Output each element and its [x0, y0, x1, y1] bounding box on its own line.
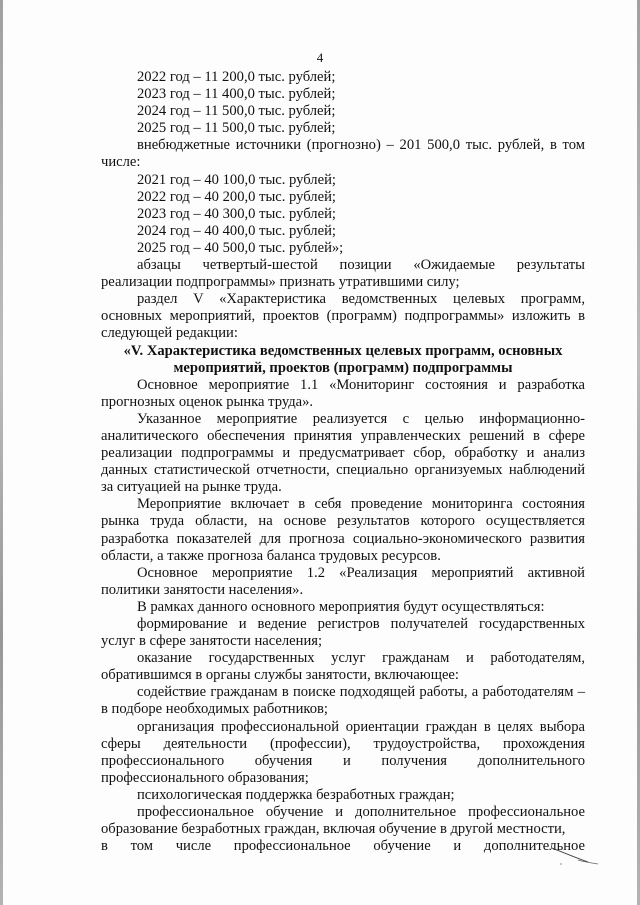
paragraph: оказание государственных услуг гражданам и работодателям, обратившимся в органы службы занятости, включающее:	[101, 650, 585, 684]
paragraph: 2022 год – 40 200,0 тыс. рублей;	[137, 188, 336, 205]
paragraph: абзацы четвертый-шестой позиции «Ожидаемые результаты реализации подпрограммы» признать утратившими силу;	[101, 257, 585, 291]
paragraph: 2024 год – 40 400,0 тыс. рублей;	[137, 222, 336, 239]
page-number: 4	[316, 50, 324, 65]
paragraph: в том числе профессиональное обучение и дополнительное	[101, 838, 585, 855]
document-body	[101, 69, 585, 855]
paragraph: 2025 год – 40 500,0 тыс. рублей»;	[137, 239, 344, 256]
paragraph: формирование и ведение регистров получателей государственных услуг в сфере занятости населения;	[101, 616, 585, 650]
paragraph: организация профессиональной ориентации граждан в целях выбора сферы деятельности (профессии), трудоустройства, прохождения профессионального обучения и получения дополнительного профессионального образования;	[101, 718, 585, 786]
paragraph: 2024 год – 11 500,0 тыс. рублей;	[137, 103, 336, 120]
paragraph: Основное мероприятие 1.2 «Реализация мероприятий активной политики занятости населения».	[101, 564, 585, 598]
paragraph: 2025 год – 11 500,0 тыс. рублей;	[137, 120, 336, 137]
paragraph: внебюджетные источники (прогнозно) – 201 500,0 тыс. рублей, в том числе:	[101, 137, 585, 171]
paragraph: 2021 год – 40 100,0 тыс. рублей;	[137, 171, 336, 188]
paragraph: 2023 год – 11 400,0 тыс. рублей;	[137, 86, 336, 103]
paragraph: В рамках данного основного мероприятия будут осуществляться:	[137, 598, 545, 615]
paragraph: раздел V «Характеристика ведомственных целевых программ, основных мероприятий, проектов (программ) подпрограммы» изложить в следующей редакции:	[101, 291, 585, 342]
section-heading: «V. Характеристика ведомственных целевых программ, основных мероприятий, проектов (программ) подпрограммы	[123, 342, 563, 376]
paragraph: 2023 год – 40 300,0 тыс. рублей;	[137, 205, 336, 222]
paragraph: содействие гражданам в поиске подходящей работы, а работодателям – в подборе необходимых работников;	[101, 684, 585, 718]
paragraph: профессиональное обучение и дополнительное профессиональное образование безработных граждан, включая обучение в другой местности,	[101, 804, 585, 838]
paragraph: психологическая поддержка безработных граждан;	[137, 786, 455, 803]
paragraph: Указанное мероприятие реализуется с целью информационно-аналитического обеспечения принятия управленческих решений в сфере реализации подпрограммы и предусматривает сбор, обработку и анализ данных статистической отчетности, специально организуемых наблюдений за ситуацией на рынке труда.	[101, 410, 585, 496]
scan-edge-left	[0, 0, 3, 905]
paragraph: Основное мероприятие 1.1 «Мониторинг состояния и разработка прогнозных оценок рынка труда».	[101, 376, 585, 410]
paragraph: Мероприятие включает в себя проведение мониторинга состояния рынка труда области, на основе результатов которого осуществляется разработка показателей для прогноза социально-экономического развития области, а также прогноза баланса трудовых ресурсов.	[101, 496, 585, 564]
pen-stroke-mark	[548, 840, 608, 870]
paragraph: 2022 год – 11 200,0 тыс. рублей;	[137, 69, 336, 85]
